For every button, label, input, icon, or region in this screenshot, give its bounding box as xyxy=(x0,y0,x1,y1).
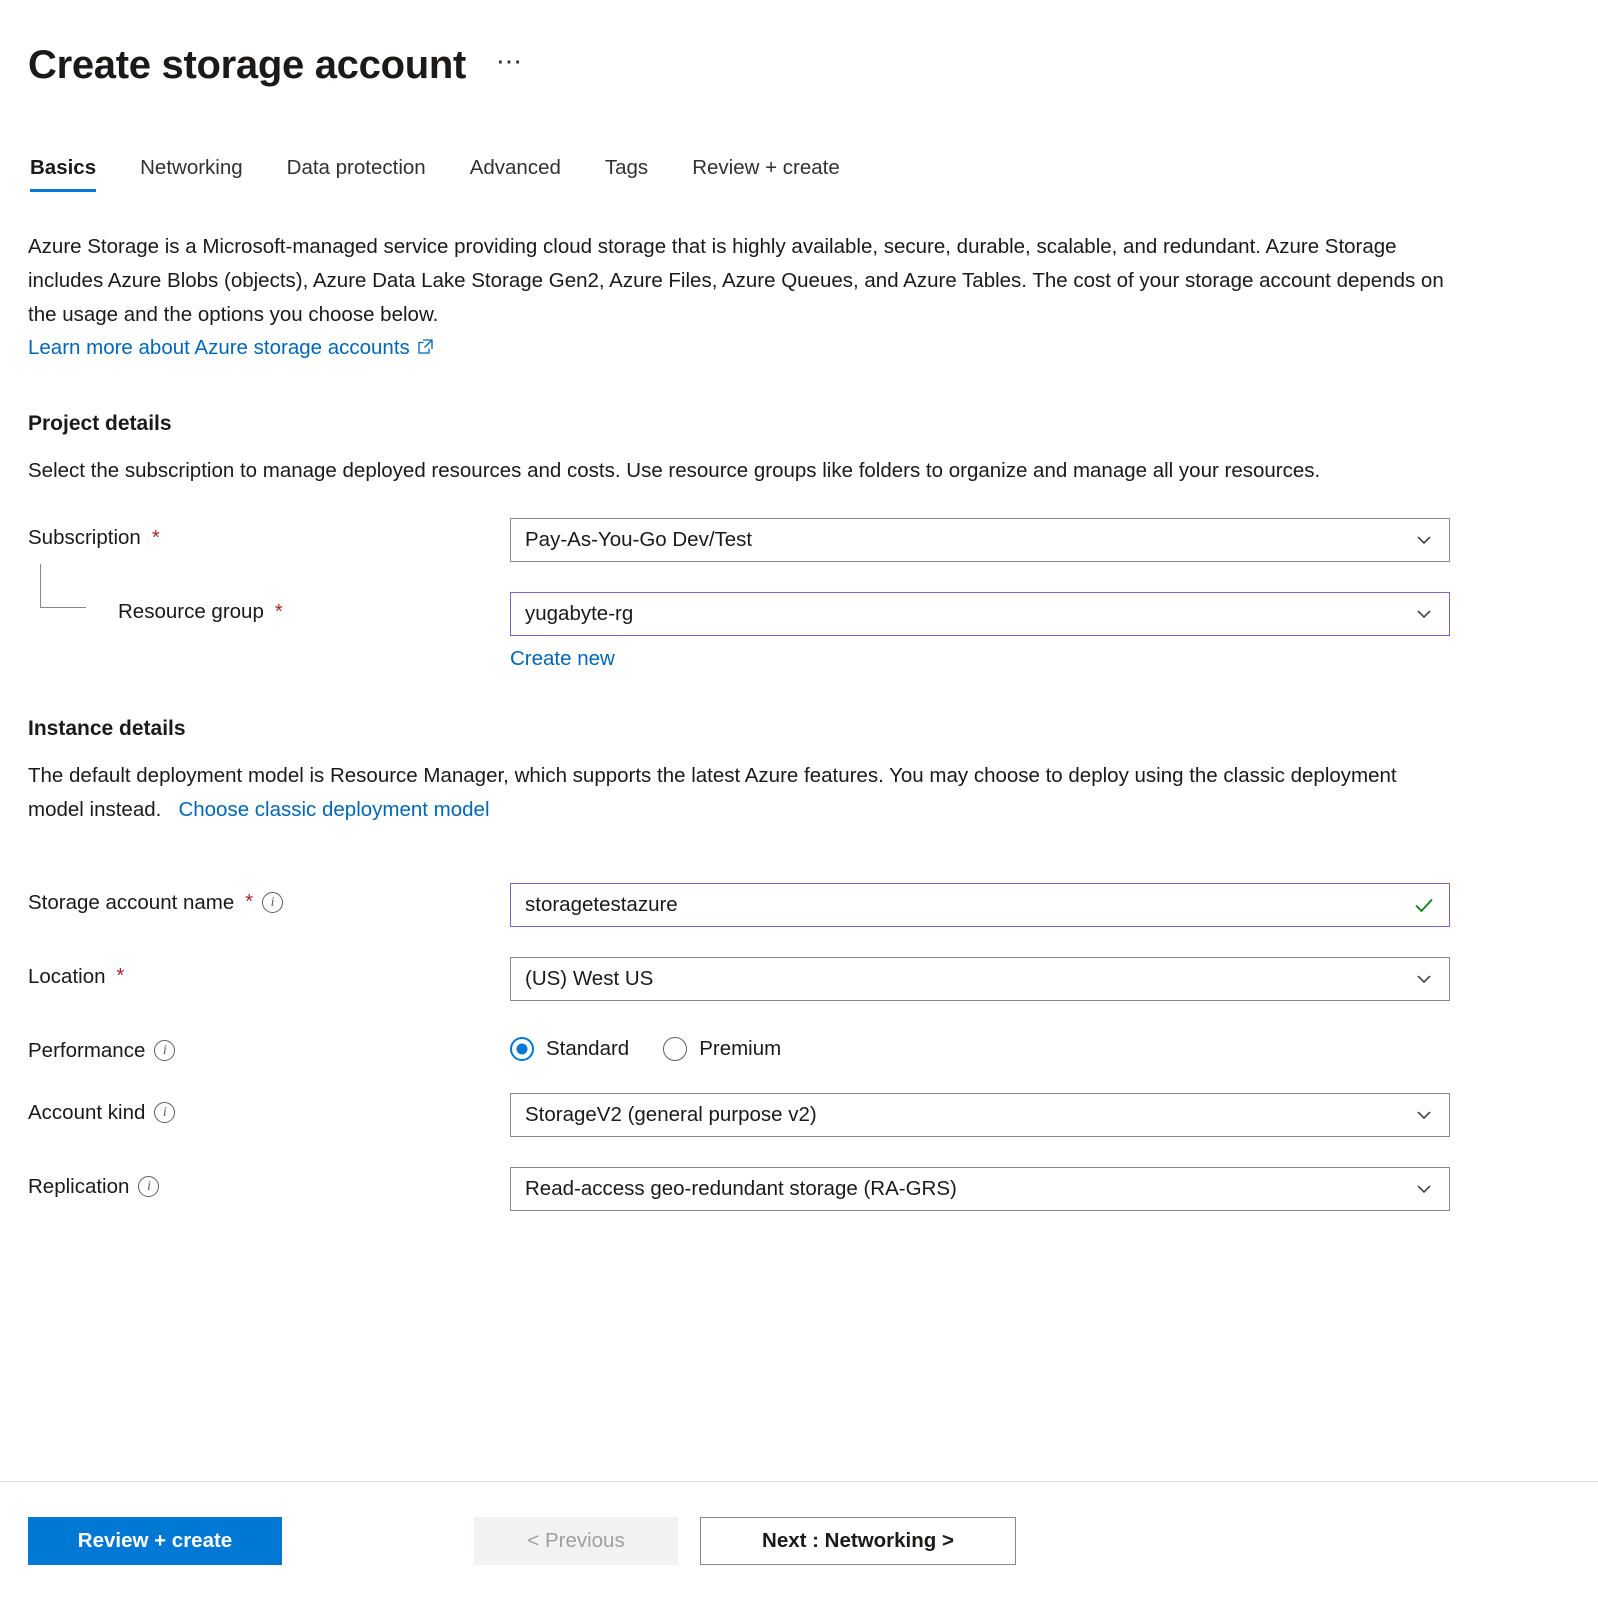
tab-networking[interactable]: Networking xyxy=(140,156,243,179)
info-icon[interactable]: i xyxy=(154,1102,175,1123)
performance-option-premium-label: Premium xyxy=(699,1036,782,1060)
replication-select[interactable] xyxy=(510,1167,1450,1211)
subscription-select[interactable] xyxy=(510,518,1450,562)
radio-unselected-icon[interactable] xyxy=(663,1037,687,1061)
location-required-marker: * xyxy=(116,965,125,988)
valid-check-icon xyxy=(1413,894,1435,916)
more-options-icon[interactable]: ⋯ xyxy=(496,46,524,76)
chevron-down-icon xyxy=(1415,531,1433,549)
performance-row xyxy=(28,1031,1570,1063)
spacer xyxy=(28,827,1570,853)
storage-account-name-field-col xyxy=(510,883,1450,927)
resource-group-field-col xyxy=(510,592,1450,671)
create-new-link[interactable]: Create new xyxy=(510,647,615,671)
tab-bar xyxy=(0,88,1598,192)
location-value: (US) West US xyxy=(525,966,654,990)
resource-group-value: yugabyte-rg xyxy=(525,602,634,626)
replication-field-col xyxy=(510,1167,1450,1211)
intro-block xyxy=(28,230,1448,366)
tab-basics[interactable]: Basics xyxy=(28,156,118,192)
info-icon[interactable]: i xyxy=(262,892,283,913)
performance-option-premium[interactable] xyxy=(663,1037,781,1061)
account-kind-row xyxy=(28,1093,1570,1137)
project-details-heading: Project details xyxy=(28,412,172,436)
storage-account-name-input[interactable] xyxy=(510,883,1450,927)
instance-details-text: The default deployment model is Resource Manager, which supports the latest Azure features. You may choose to deploy using the classic deployment model instead. xyxy=(28,764,1397,821)
replication-label-group xyxy=(28,1167,510,1199)
storage-account-name-value: storagetestazure xyxy=(525,892,678,916)
next-networking-button[interactable]: Next : Networking > xyxy=(700,1517,1016,1565)
performance-option-standard[interactable] xyxy=(510,1037,629,1061)
radio-selected-icon[interactable] xyxy=(510,1037,534,1061)
replication-row xyxy=(28,1167,1570,1211)
instance-details-description xyxy=(28,759,1428,827)
account-kind-value: StorageV2 (general purpose v2) xyxy=(525,1102,817,1126)
location-row xyxy=(28,957,1570,1001)
review-create-button[interactable]: Review + create xyxy=(28,1517,282,1565)
subscription-label: Subscription xyxy=(28,526,141,550)
chevron-down-icon xyxy=(1415,1180,1433,1198)
info-icon[interactable]: i xyxy=(138,1176,159,1197)
account-kind-field-col xyxy=(510,1093,1450,1137)
page-title: Create storage account xyxy=(28,43,466,87)
title-row xyxy=(0,0,1598,88)
tree-connector-icon xyxy=(40,564,86,608)
chevron-down-icon xyxy=(1415,605,1433,623)
chevron-down-icon xyxy=(1415,970,1433,988)
storage-account-name-label: Storage account name xyxy=(28,890,235,914)
footer-bar xyxy=(0,1482,1598,1600)
subscription-label-group xyxy=(28,518,510,550)
performance-field-col xyxy=(510,1031,1450,1061)
storage-account-name-required-marker: * xyxy=(245,891,254,914)
create-new-resource-group-link-wrap xyxy=(510,647,1450,671)
replication-label: Replication xyxy=(28,1174,130,1198)
tab-tags[interactable]: Tags xyxy=(604,156,649,179)
storage-account-name-row xyxy=(28,883,1570,927)
location-field-col xyxy=(510,957,1450,1001)
subscription-value: Pay-As-You-Go Dev/Test xyxy=(525,528,753,552)
performance-label-group xyxy=(28,1031,510,1063)
form-content xyxy=(0,230,1598,1211)
tab-advanced[interactable]: Advanced xyxy=(469,156,561,179)
resource-group-row xyxy=(28,592,1570,671)
resource-group-required-marker: * xyxy=(274,600,283,623)
tab-data-protection[interactable]: Data protection xyxy=(286,156,426,179)
replication-value: Read-access geo-redundant storage (RA-GRS) xyxy=(525,1176,957,1200)
performance-label: Performance xyxy=(28,1038,146,1062)
performance-option-standard-label: Standard xyxy=(546,1036,630,1060)
external-link-icon xyxy=(417,332,434,366)
location-select[interactable] xyxy=(510,957,1450,1001)
subscription-row xyxy=(28,518,1570,562)
performance-radio-group xyxy=(510,1031,1450,1061)
subscription-required-marker: * xyxy=(151,526,160,549)
instance-details-heading: Instance details xyxy=(28,717,186,741)
learn-more-label: Learn more about Azure storage accounts xyxy=(28,336,410,360)
account-kind-label-group xyxy=(28,1093,510,1125)
info-icon[interactable]: i xyxy=(154,1040,175,1061)
account-kind-label: Account kind xyxy=(28,1100,146,1124)
chevron-down-icon xyxy=(1415,1106,1433,1124)
resource-group-label: Resource group xyxy=(118,600,264,624)
location-label: Location xyxy=(28,964,106,988)
account-kind-select[interactable] xyxy=(510,1093,1450,1137)
previous-button[interactable]: < Previous xyxy=(474,1517,678,1565)
storage-account-name-label-group xyxy=(28,883,510,915)
tab-review-create[interactable]: Review + create xyxy=(692,156,840,179)
project-details-description: Select the subscription to manage deployed resources and costs. Use resource groups like folders to organize and manage all your resources. xyxy=(28,459,1321,483)
resource-group-select[interactable] xyxy=(510,592,1450,636)
location-label-group xyxy=(28,957,510,989)
intro-paragraph: Azure Storage is a Microsoft-managed service providing cloud storage that is highly available, secure, durable, scalable, and redundant. Azure Storage includes Azure Blobs (objects), Azure Data Lake Storage Gen2, Azure Files, Azure Queues, and Azure Tables. The cost of your storage account depends on the usage and the options you choose below. xyxy=(28,235,1444,326)
resource-group-label-group xyxy=(28,592,510,624)
learn-more-link[interactable] xyxy=(28,336,434,359)
subscription-field-col xyxy=(510,518,1450,562)
choose-classic-deployment-model-link[interactable]: Choose classic deployment model xyxy=(178,797,490,821)
